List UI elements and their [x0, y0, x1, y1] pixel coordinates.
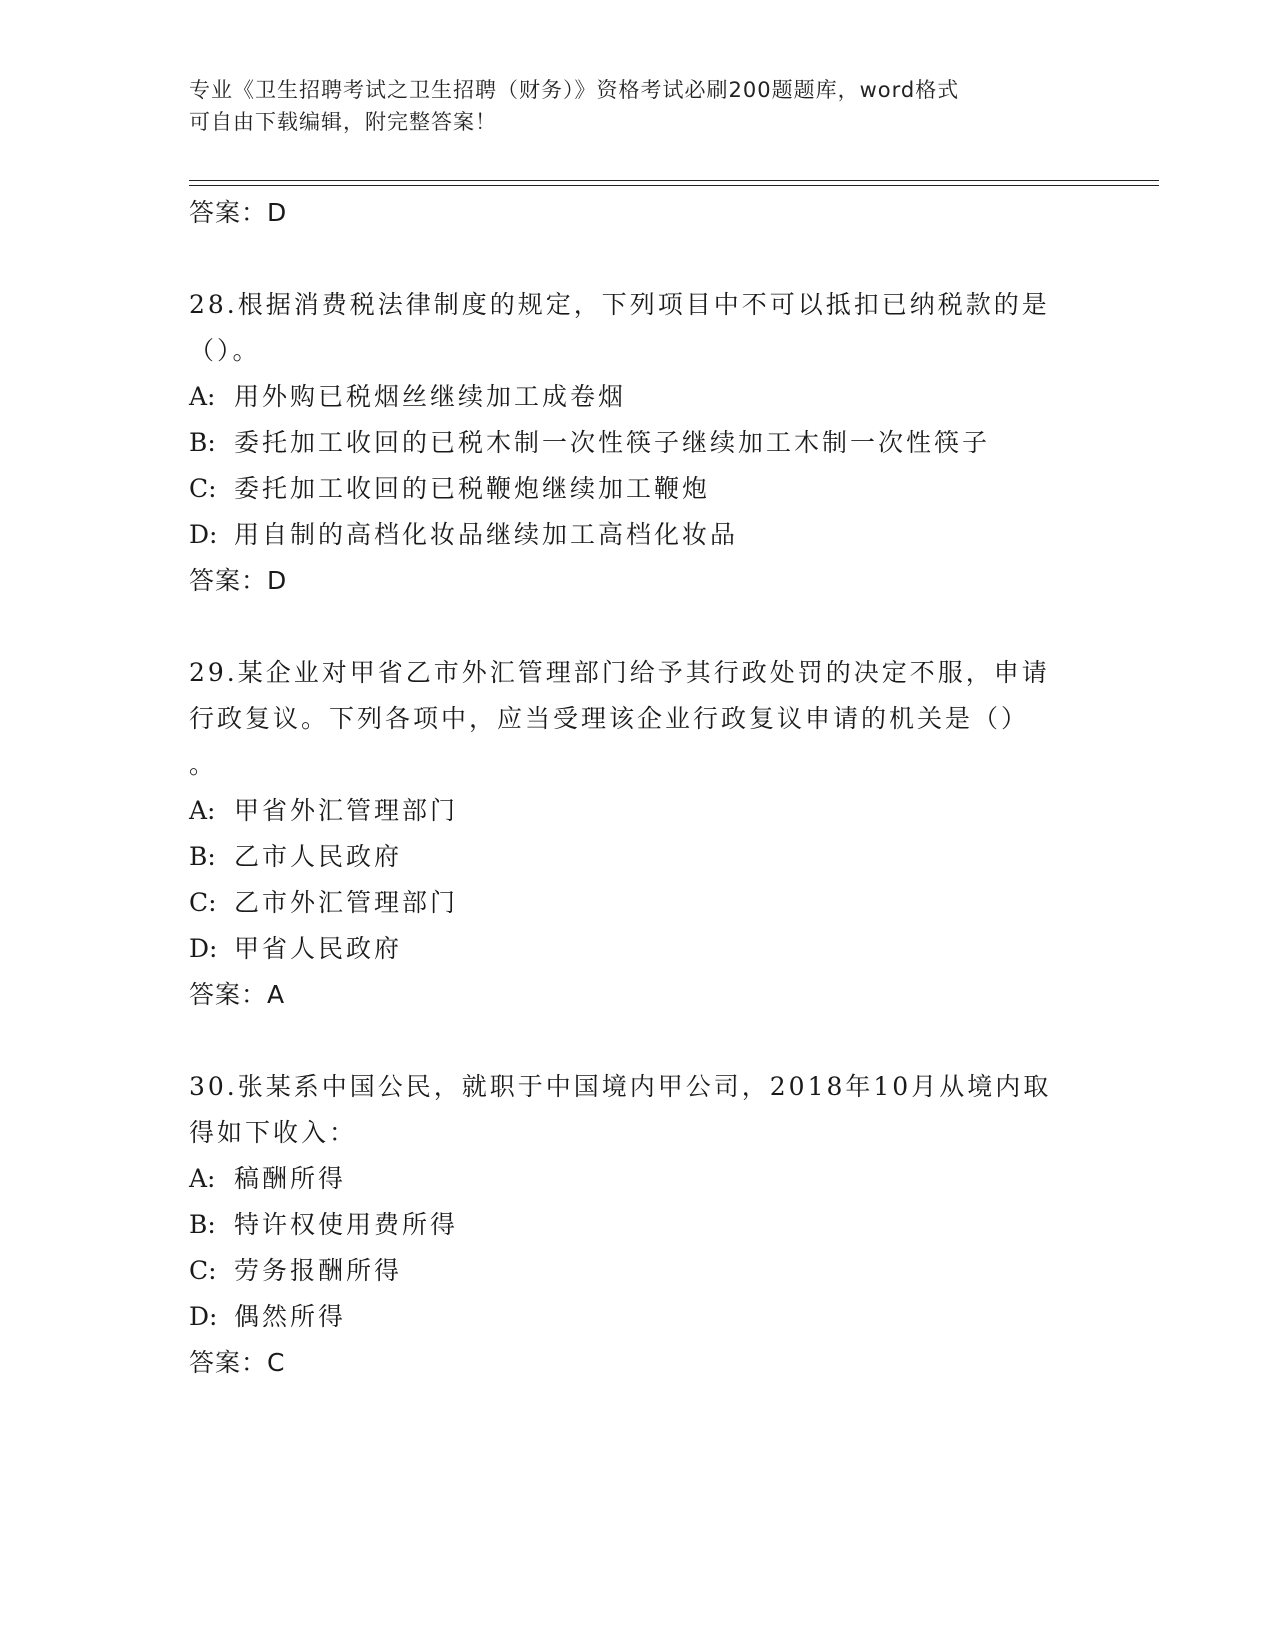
- option-text: 偶然所得: [234, 1302, 347, 1331]
- option-label: C:: [189, 1256, 217, 1285]
- answer-line: 答案：A: [189, 980, 286, 1009]
- answer-line: 答案：D: [189, 566, 288, 595]
- question-stem: 行政复议。下列各项中，应当受理该企业行政复议申请的机关是（）: [189, 704, 1030, 733]
- question-stem: （）。: [189, 336, 261, 365]
- option-text: 稿酬所得: [234, 1164, 347, 1193]
- option-label: A:: [189, 1164, 216, 1193]
- question-stem: 29.某企业对甲省乙市外汇管理部门给予其行政处罚的决定不服，申请: [189, 658, 1050, 687]
- option-c: [189, 1248, 1089, 1294]
- header-line-1: 专业《卫生招聘考试之卫生招聘（财务）》资格考试必刷200题题库，word格式: [189, 78, 960, 102]
- option-text: 用外购已税烟丝继续加工成卷烟: [234, 382, 627, 411]
- option-b: [189, 420, 1089, 466]
- option-label: B:: [189, 1210, 216, 1239]
- option-c: [189, 466, 1089, 512]
- option-b: [189, 1202, 1089, 1248]
- option-text: 特许权使用费所得: [234, 1210, 459, 1239]
- question-stem: 28.根据消费税法律制度的规定，下列项目中不可以抵扣已纳税款的是: [189, 290, 1050, 319]
- option-text: 乙市外汇管理部门: [234, 888, 459, 917]
- option-label: B:: [189, 428, 216, 457]
- option-label: D:: [189, 934, 218, 963]
- option-a: [189, 374, 1089, 420]
- option-label: B:: [189, 842, 216, 871]
- answer-line: 答案：C: [189, 1348, 286, 1377]
- option-c: [189, 880, 1089, 926]
- question-stem: 。: [189, 750, 218, 779]
- option-b: [189, 834, 1089, 880]
- question-30: [189, 1064, 1089, 1386]
- option-text: 委托加工收回的已税鞭炮继续加工鞭炮: [234, 474, 711, 503]
- question-28: [189, 282, 1089, 604]
- option-a: [189, 1156, 1089, 1202]
- option-label: A:: [189, 796, 216, 825]
- answer-line: 答案：D: [189, 198, 288, 227]
- option-text: 甲省外汇管理部门: [234, 796, 459, 825]
- option-text: 委托加工收回的已税木制一次性筷子继续加工木制一次性筷子: [234, 428, 991, 457]
- header-divider-bottom: [189, 185, 1159, 186]
- option-d: [189, 926, 1089, 972]
- option-label: D:: [189, 520, 218, 549]
- option-a: [189, 788, 1089, 834]
- question-29: [189, 650, 1089, 1018]
- header-divider-top: [189, 180, 1159, 181]
- option-d: [189, 1294, 1089, 1340]
- option-text: 甲省人民政府: [234, 934, 403, 963]
- option-text: 乙市人民政府: [234, 842, 403, 871]
- option-text: 劳务报酬所得: [234, 1256, 403, 1285]
- option-d: [189, 512, 1089, 558]
- option-label: A:: [189, 382, 216, 411]
- option-label: D:: [189, 1302, 218, 1331]
- option-text: 用自制的高档化妆品继续加工高档化妆品: [234, 520, 739, 549]
- page-header: [189, 74, 1069, 138]
- header-line-2: 可自由下载编辑，附完整答案！: [189, 110, 497, 134]
- question-stem: 30.张某系中国公民，就职于中国境内甲公司，2018年10月从境内取: [189, 1072, 1052, 1101]
- question-stem: 得如下收入：: [189, 1118, 358, 1147]
- option-label: C:: [189, 888, 217, 917]
- question-list: [189, 190, 1089, 1386]
- option-label: C:: [189, 474, 217, 503]
